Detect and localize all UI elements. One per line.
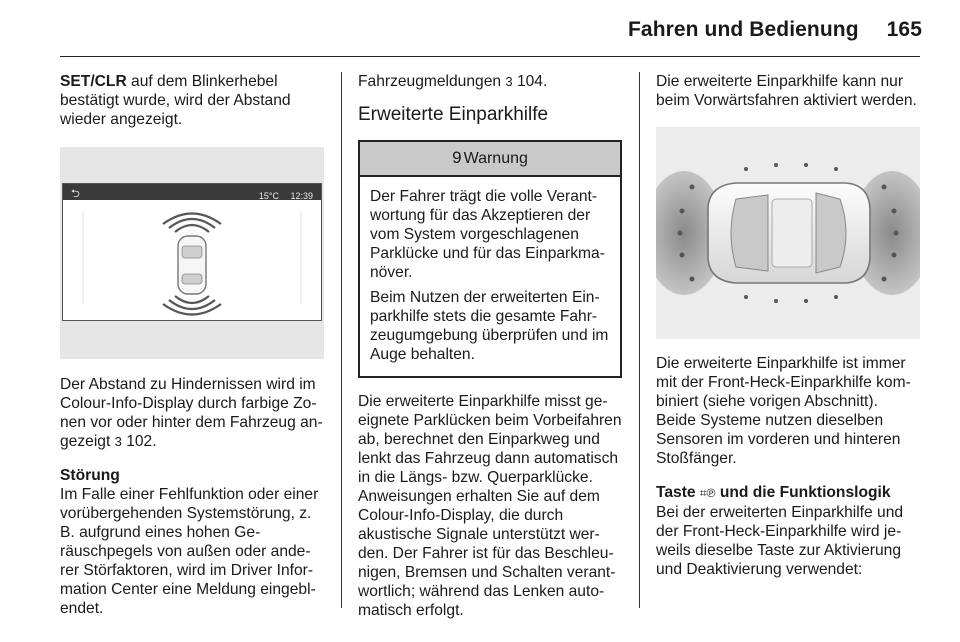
header-title: Fahren und Bedienung [627,18,859,41]
car-sensor-figure [656,127,920,339]
distance-page-ref[interactable]: 102. [121,433,157,450]
column-1 [60,72,324,618]
section-heading: Erweiterte Einparkhilfe [358,104,549,125]
column-divider-2 [639,72,640,608]
reference-arrow-icon: 3 [505,74,513,89]
warning-text-2: Beim Nutzen der erweiterten Einparkhilfe stets die gesamte Fahrzeugumgebung überprüfen und im Auge behalten. [370,289,609,363]
car-sensor-field-icon [656,127,920,339]
paragraph-stoerung: Im Falle einer Fehlfunktion oder einer vorübergehenden Systemstörung, z. B. aufgrund eines hohen Geräuschpegels von außen oder anderer Störfaktoren, wird im Driver Information Center eine Meldung eingeblendet. [60,486,319,617]
parking-button-icon: ⌗℗ [699,486,716,500]
display-status-bar [63,184,321,200]
parking-sensor-graphic [63,200,321,318]
paragraph-set-clr [60,72,324,129]
heading-taste [656,483,920,503]
heading-stoerung: Störung [60,467,120,484]
display-figure [60,147,324,359]
paragraph-combination: Die erweiterte Einparkhilfe ist immer mit der Front-Heck-Einparkhilfe kombiniert (siehe vorigen Abschnitt). Beide Systeme nutzen dieselben Sensoren im vorderen und hinteren Stoßfänger. [656,355,911,467]
distance-text: Der Abstand zu Hindernissen wird im Colour-Info-Display durch farbige Zonen vor oder hinter dem Fahrzeug angezeigt [60,376,323,450]
paragraph-forward-only: Die erweiterte Einparkhilfe kann nur beim Vorwärtsfahren aktiviert werden. [656,73,917,109]
reference-arrow-icon: 3 [114,434,122,449]
set-clr-text: auf dem Blinkerhebel bestätigt wurde, wird der Abstand wieder angezeigt. [60,73,291,128]
warning-text-1: Der Fahrer trägt die volle Verantwortung für das Akzeptieren der vom System vorgeschlagenen Parklücke und für das Einparkmanöver. [370,188,605,281]
paragraph-fahrzeugmeldungen [358,72,622,91]
set-clr-label: SET/CLR [60,73,127,90]
page-header [628,18,922,42]
header-rule [60,56,920,57]
car-top-view-icon [178,236,206,294]
fahrzeugmeldungen-page-ref[interactable]: 104. [512,73,548,90]
column-divider-1 [341,72,342,608]
heading-taste-post: und die Funktionslogik [715,484,891,501]
page-number: 165 [886,18,922,41]
warning-box [358,140,622,378]
fahrzeugmeldungen-text: Fahrzeugmeldungen [358,73,506,90]
warning-body [360,177,620,376]
back-icon: ⮌ [71,188,80,200]
display-time: 12:39 [290,191,313,201]
warning-header [360,142,620,177]
heading-taste-pre: Taste [656,484,700,501]
paragraph-description: Die erweiterte Einparkhilfe misst geeignete Parklücken beim Vorbeifahren ab, berechnet den Einparkweg und lenkt das Fahrzeug dann automatisch in die Längs- bzw. Querparklücke. Anweisungen erhalten Sie auf dem Colour-Info-Display, die durch akustische Signale unterstützt werden. Der Fahrer ist für das Beschleunigen, Bremsen und Schalten verantwortlich; während das Lenken automatisch erfolgt. [358,393,622,619]
warning-title: Warnung [463,150,528,167]
warning-icon: 9 [452,148,462,167]
display-temperature: 15°C [258,191,279,201]
column-3 [656,72,920,579]
colour-info-display [62,183,322,321]
column-2 [358,72,622,620]
paragraph-distance [60,375,324,451]
paragraph-button-logic: Bei der erweiterten Einparkhilfe und der Front-Heck-Einparkhilfe wird jeweils dieselbe Taste zur Aktivierung und Deaktivierung verwendet: [656,504,904,578]
